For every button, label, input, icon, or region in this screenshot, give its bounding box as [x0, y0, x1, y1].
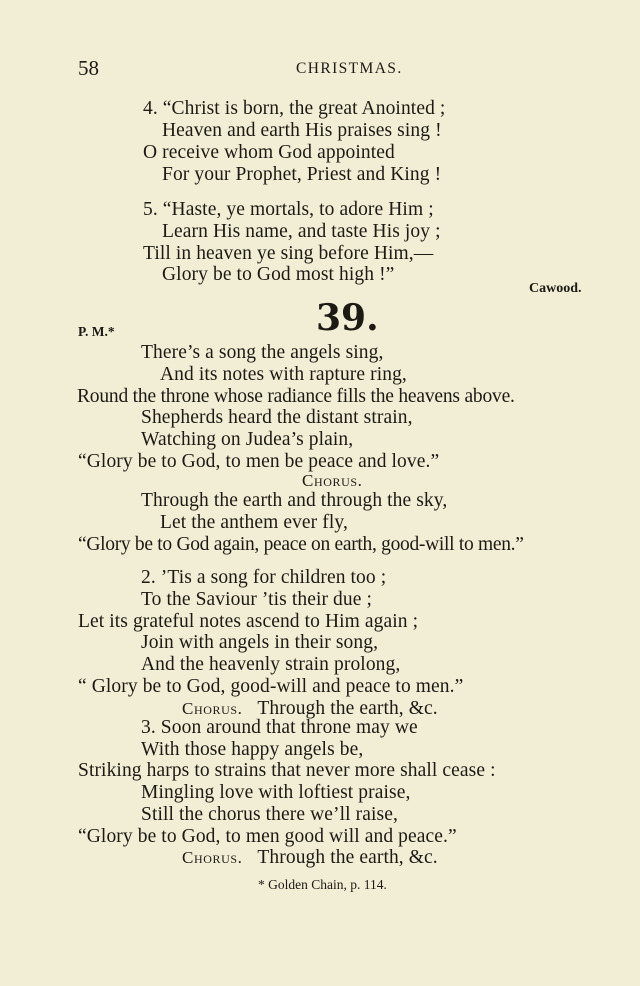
verse-line: Shepherds heard the distant strain,	[141, 407, 413, 428]
verse-line: Heaven and earth His praises sing !	[162, 120, 442, 141]
verse-line: Watching on Judea’s plain,	[141, 429, 354, 450]
verse-line: Striking harps to strains that never more shall cease :	[78, 760, 496, 781]
verse-line: For your Prophet, Priest and King !	[162, 164, 442, 185]
verse-line: 2. ’Tis a song for children too ;	[141, 567, 387, 588]
chorus-ref-text: Through the earth, &c.	[257, 847, 438, 868]
verse-line: Still the chorus there we’ll raise,	[141, 804, 398, 825]
chorus-label: Chorus.	[182, 699, 243, 718]
verse-line: There’s a song the angels sing,	[141, 342, 384, 363]
verse-line: “Glory be to God, to men good will and peace.”	[78, 826, 457, 847]
footnote: * Golden Chain, p. 114.	[258, 877, 387, 892]
verse-line: To the Saviour ’tis their due ;	[141, 589, 373, 610]
page-number: 58	[78, 56, 99, 80]
verse-line: Glory be to God most high !”	[162, 264, 395, 285]
chorus-ref-text: Through the earth, &c.	[257, 698, 438, 719]
verse-line: “Glory be to God, to men be peace and love.”	[78, 451, 440, 472]
hymn-number: 39.	[316, 297, 379, 339]
verse-line: 5. “Haste, ye mortals, to adore Him ;	[143, 199, 434, 220]
verse-line: And the heavenly strain prolong,	[141, 654, 401, 675]
verse-line: Round the throne whose radiance fills the heavens above.	[77, 386, 515, 407]
verse-line: 3. Soon around that throne may we	[141, 717, 418, 738]
verse-line: O receive whom God appointed	[143, 142, 395, 163]
chorus-line: Through the earth and through the sky,	[141, 490, 448, 511]
verse-line: Join with angels in their song,	[141, 632, 379, 653]
chorus-label: Chorus.	[182, 848, 243, 867]
verse-line: “ Glory be to God, good-will and peace to men.”	[78, 676, 464, 697]
verse-line: And its notes with rapture ring,	[160, 364, 407, 385]
verse-line: Learn His name, and taste His joy ;	[162, 221, 441, 242]
chorus-line: “Glory be to God again, peace on earth, good-will to men.”	[78, 534, 524, 555]
section-title: CHRISTMAS.	[296, 60, 403, 77]
verse-line: Let its grateful notes ascend to Him again ;	[78, 611, 419, 632]
chorus-line: Let the anthem ever fly,	[160, 512, 348, 533]
chorus-reference	[182, 847, 438, 869]
verse-line: With those happy angels be,	[141, 739, 364, 760]
hymn-author: Cawood.	[529, 281, 582, 296]
hymn-meter: P. M.*	[78, 324, 115, 339]
verse-line: Mingling love with loftiest praise,	[141, 782, 411, 803]
verse-line: 4. “Christ is born, the great Anointed ;	[143, 98, 446, 119]
chorus-label: Chorus.	[302, 471, 363, 490]
verse-line: Till in heaven ye sing before Him,—	[143, 243, 434, 264]
